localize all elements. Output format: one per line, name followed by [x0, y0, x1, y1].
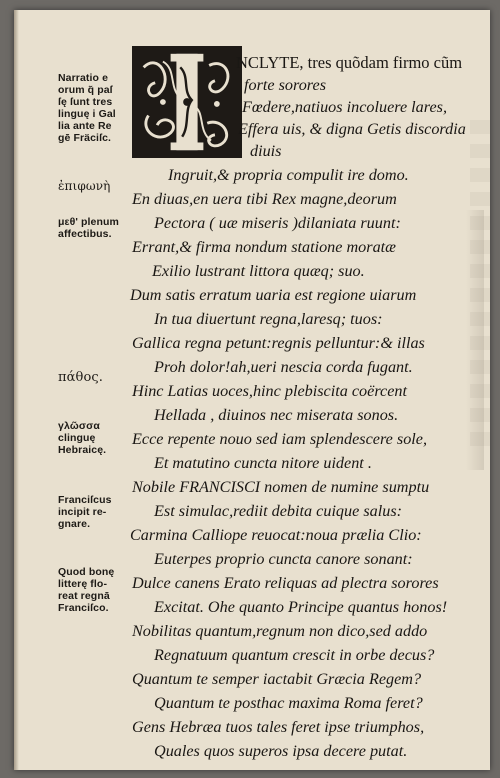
verse-line: Carmina Calliope reuocat:noua prælia Clio:	[130, 526, 422, 544]
margin-note-plenum: μεθ' plenum affectibus.	[58, 216, 119, 240]
verse-line: forte sorores	[244, 76, 326, 94]
verse-line: Ingruit,& propria compulit ire domo.	[168, 166, 409, 184]
verse-line: Nobilitas quantum,regnum non dico,sed addo	[132, 622, 428, 640]
verse-line: Et matutino cuncta nitore uident .	[154, 454, 372, 472]
verse-line: Dum satis erratum uaria est regione uiarum	[130, 286, 417, 304]
margin-note-narratio: Narratio e orum q̃ paſ ſę ſunt tres linguę i Gal lia ante Re gē Fräciſc.	[58, 72, 116, 144]
margin-note-franciscus: Franciſcus incipit re- gnare.	[58, 494, 112, 530]
verse-line: En diuas,en uera tibi Rex magne,deorum	[132, 190, 397, 208]
verse-line: Pectora ( uæ miseris )dilaniata ruunt:	[154, 214, 401, 232]
verse-line: Hinc Latias uoces,hinc plebiscita coërcent	[132, 382, 407, 400]
verse-line: Effera uis, & digna Getis discordia	[238, 120, 466, 138]
verse-line: NCLYTE, tres quõdam firmo cũm	[236, 53, 463, 72]
page-edge-shadow	[14, 10, 19, 770]
margin-note-epiphone: ἐπιφωνὴ	[58, 179, 111, 193]
page-gutter-shade	[466, 210, 484, 470]
verse-line: Dulce canens Erato reliquas ad plectra sorores	[132, 574, 439, 592]
verse-line: Hellada , diuinos nec miserata sonos.	[154, 406, 399, 424]
verse-line: Exilio lustrant littora quæq; suo.	[152, 262, 365, 280]
ornate-drop-cap	[132, 46, 242, 158]
verse-line: Quantum te semper iactabit Græcia Regem?	[132, 670, 422, 688]
verse-line: Nobile FRANCISCI nomen de numine sumptu	[132, 478, 430, 496]
verse-line: Ecce repente nouo sed iam splendescere sole,	[132, 430, 428, 448]
verse-line: Gallica regna petunt:regnis pelluntur:& illas	[132, 334, 425, 352]
margin-note-hebraice: γλῶσσα clinguę Hebraicę.	[58, 420, 107, 456]
verse-line: In tua diuertunt regna,laresq; tuos:	[154, 310, 383, 328]
verse-line: Excitat. Ohe quanto Principe quantus honos!	[154, 598, 448, 616]
verse-line: Gens Hebræa tuos tales feret ipse triumphos,	[132, 718, 425, 736]
verse-line: Est simulac,rediit debita cuique salus:	[154, 502, 403, 520]
verse-line: Regnatuum quantum crescit in orbe decus?	[154, 646, 435, 664]
verse-line: Proh dolor!ah,ueri nescia corda fugant.	[154, 358, 413, 376]
verse-line: Quales quos superos ipsa decere putat.	[154, 742, 408, 760]
verse-line: diuis	[250, 142, 282, 160]
verse-line: Errant,& firma nondum statione moratæ	[132, 238, 396, 256]
verse-line: Quantum te posthac maxima Roma feret?	[154, 694, 423, 712]
margin-note-bonae-litterae: Quod bonę litterę flo- reat regnā Franciſco.	[58, 566, 115, 614]
book-page	[14, 10, 490, 770]
margin-note-pathos: πάθος.	[58, 370, 103, 385]
verse-line: Euterpes proprio cuncta canore sonant:	[154, 550, 413, 568]
verse-line: Fœdere,natiuos incoluere lares,	[242, 98, 448, 116]
drop-cap-woodcut-icon	[134, 48, 240, 156]
